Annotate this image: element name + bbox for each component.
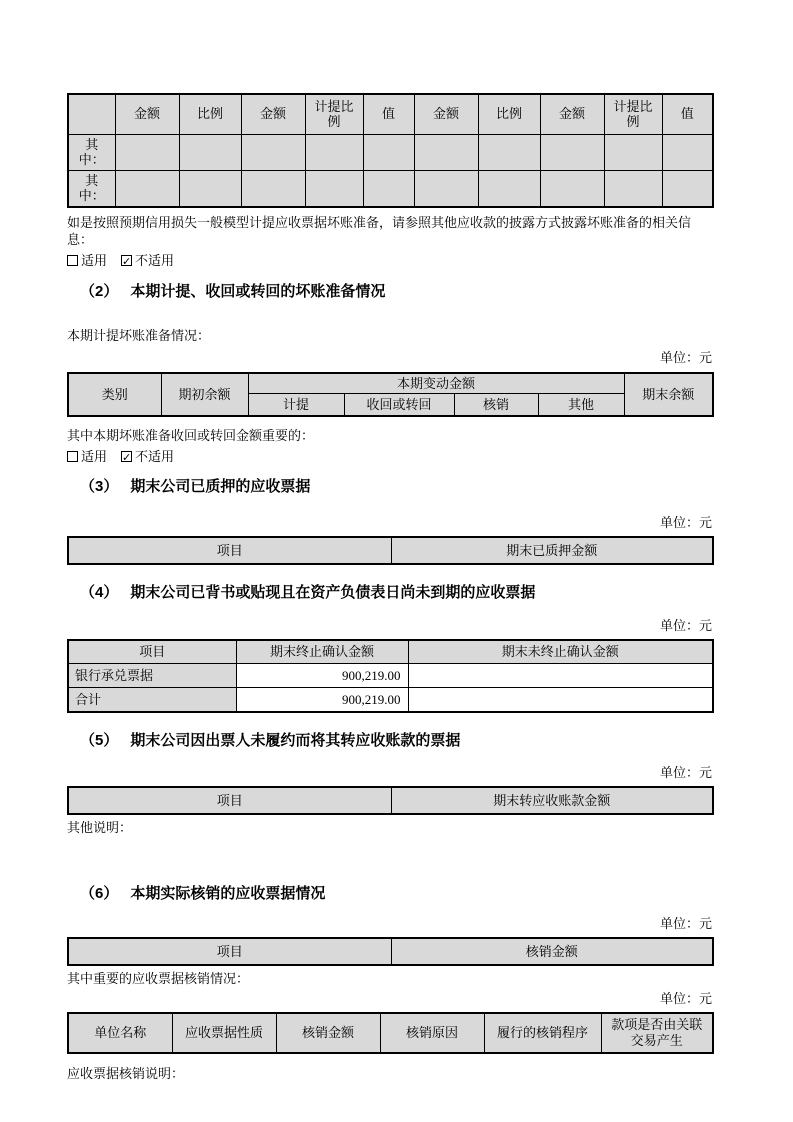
checkbox-unchecked-icon <box>67 451 78 462</box>
section-title: 本期计提、收回或转回的坏账准备情况 <box>130 282 386 300</box>
unit-label: 单位：元 <box>659 990 712 1006</box>
row-label-cell: 合计 <box>68 688 236 712</box>
unit-label: 单位：元 <box>659 764 712 780</box>
section-number: （6） <box>80 884 119 902</box>
amount-cell <box>408 664 713 688</box>
section-title: 期末公司因出票人未履约而将其转应收账款的票据 <box>130 731 461 749</box>
section-2-heading <box>67 282 712 301</box>
checkbox-unchecked-icon <box>67 255 78 266</box>
note-important-recovery: 其中本期坏账准备收回或转回金额重要的： <box>67 427 315 443</box>
note-important-writeoff: 其中重要的应收票据核销情况： <box>67 970 250 986</box>
table-cell <box>363 170 414 207</box>
table-header-cell <box>68 94 115 134</box>
table-header-cell: 比例 <box>179 94 241 134</box>
table-header-cell: 类别 <box>68 373 161 416</box>
table-header-cell: 计提比例 <box>604 94 662 134</box>
section-4-heading <box>67 583 712 602</box>
table-row <box>68 170 713 207</box>
table-header-cell: 应收票据性质 <box>172 1013 276 1053</box>
bad-debt-provision-matrix-table <box>67 93 714 208</box>
pledged-notes-table <box>67 536 714 565</box>
note-general-model: 如是按照预期信用损失一般模型计提应收票据坏账准备，请参照其他应收款的披露方式披露坏账准备的相关信息： <box>67 214 692 247</box>
table-header-cell: 期末终止确认金额 <box>236 640 408 664</box>
unit-label: 单位：元 <box>659 617 712 633</box>
table-cell <box>540 170 604 207</box>
provision-change-table <box>67 372 714 417</box>
document-content <box>67 93 712 1082</box>
table-header-cell: 收回或转回 <box>344 394 454 416</box>
table-cell <box>662 170 713 207</box>
important-writeoff-table <box>67 1012 714 1054</box>
amount-cell: 900,219.00 <box>236 688 408 712</box>
table-header-cell: 履行的核销程序 <box>484 1013 601 1053</box>
checkbox-checked-icon <box>121 451 132 462</box>
table-cell <box>540 134 604 170</box>
table-header-cell: 期末转应收账款金额 <box>391 787 713 814</box>
table-header-row <box>68 787 713 814</box>
table-header-cell: 核销原因 <box>380 1013 484 1053</box>
not-applicable-option <box>121 449 174 464</box>
table-header-cell: 金额 <box>115 94 179 134</box>
table-row <box>68 664 713 688</box>
transferred-notes-table <box>67 786 714 815</box>
unit-label: 单位：元 <box>659 349 712 365</box>
section-number: （3） <box>80 477 119 495</box>
table-header-row <box>68 373 713 394</box>
table-cell <box>179 170 241 207</box>
table-header-cell: 项目 <box>68 537 391 564</box>
checkbox-label: 不适用 <box>135 448 175 464</box>
table-header-row <box>68 938 713 965</box>
table-header-row <box>68 1013 713 1053</box>
table-row <box>68 134 713 170</box>
table-cell <box>241 134 305 170</box>
table-header-cell: 项目 <box>68 640 236 664</box>
checkbox-checked-icon <box>121 255 132 266</box>
applicability-row <box>67 448 712 465</box>
checkbox-label: 适用 <box>81 448 108 464</box>
amount-cell <box>408 688 713 712</box>
table-header-cell: 比例 <box>478 94 540 134</box>
section-number: （2） <box>80 282 119 300</box>
section-2-intro: 本期计提坏账准备情况： <box>67 327 211 343</box>
checkbox-label: 不适用 <box>135 252 175 268</box>
amount-cell: 900,219.00 <box>236 664 408 688</box>
section-number: （5） <box>80 731 119 749</box>
table-header-row <box>68 94 713 134</box>
table-header-cell: 核销 <box>454 394 538 416</box>
endorsed-notes-table <box>67 639 714 713</box>
table-header-cell: 值 <box>363 94 414 134</box>
table-cell <box>414 170 478 207</box>
applicability-row <box>67 252 712 269</box>
other-notes-label: 其他说明： <box>67 819 133 835</box>
checkbox-label: 适用 <box>81 252 108 268</box>
table-cell <box>478 134 540 170</box>
table-cell <box>115 134 179 170</box>
table-header-cell: 核销金额 <box>391 938 713 965</box>
table-header-cell: 期初余额 <box>161 373 248 416</box>
table-header-cell: 款项是否由关联交易产生 <box>601 1013 713 1053</box>
table-cell <box>179 134 241 170</box>
table-header-cell: 金额 <box>414 94 478 134</box>
unit-label: 单位：元 <box>659 514 712 530</box>
table-cell <box>604 170 662 207</box>
writeoff-explanation-label: 应收票据核销说明： <box>67 1065 185 1081</box>
applicable-option <box>67 449 107 464</box>
table-header-cell: 期末余额 <box>624 373 713 416</box>
table-header-cell: 项目 <box>68 787 391 814</box>
table-header-cell: 计提 <box>248 394 344 416</box>
section-number: （4） <box>80 583 119 601</box>
table-header-row <box>68 537 713 564</box>
table-header-cell: 核销金额 <box>276 1013 380 1053</box>
table-header-cell: 计提比例 <box>305 94 363 134</box>
applicable-option <box>67 253 107 268</box>
table-cell <box>478 170 540 207</box>
table-cell <box>305 170 363 207</box>
table-header-cell: 其他 <box>538 394 624 416</box>
table-cell <box>115 170 179 207</box>
table-header-cell: 值 <box>662 94 713 134</box>
section-title: 本期实际核销的应收票据情况 <box>130 884 326 902</box>
table-header-row <box>68 640 713 664</box>
table-header-cell: 本期变动金额 <box>248 373 624 394</box>
row-label-cell: 其中： <box>68 170 115 207</box>
row-label-cell: 银行承兑票据 <box>68 664 236 688</box>
section-5-heading <box>67 731 712 750</box>
table-header-cell: 金额 <box>241 94 305 134</box>
table-cell <box>305 134 363 170</box>
table-cell <box>662 134 713 170</box>
table-cell <box>363 134 414 170</box>
section-6-heading <box>67 884 712 903</box>
table-cell <box>604 134 662 170</box>
table-cell <box>414 134 478 170</box>
table-cell <box>241 170 305 207</box>
writeoff-table <box>67 937 714 966</box>
table-header-cell: 项目 <box>68 938 391 965</box>
row-label-cell: 其中： <box>68 134 115 170</box>
unit-label: 单位：元 <box>659 915 712 931</box>
table-header-cell: 单位名称 <box>68 1013 172 1053</box>
section-title: 期末公司已质押的应收票据 <box>130 477 311 495</box>
table-row <box>68 688 713 712</box>
section-title: 期末公司已背书或贴现且在资产负债表日尚未到期的应收票据 <box>130 583 536 601</box>
not-applicable-option <box>121 253 174 268</box>
table-header-cell: 期末未终止确认金额 <box>408 640 713 664</box>
table-header-cell: 期末已质押金额 <box>391 537 713 564</box>
section-3-heading <box>67 477 712 496</box>
table-header-cell: 金额 <box>540 94 604 134</box>
